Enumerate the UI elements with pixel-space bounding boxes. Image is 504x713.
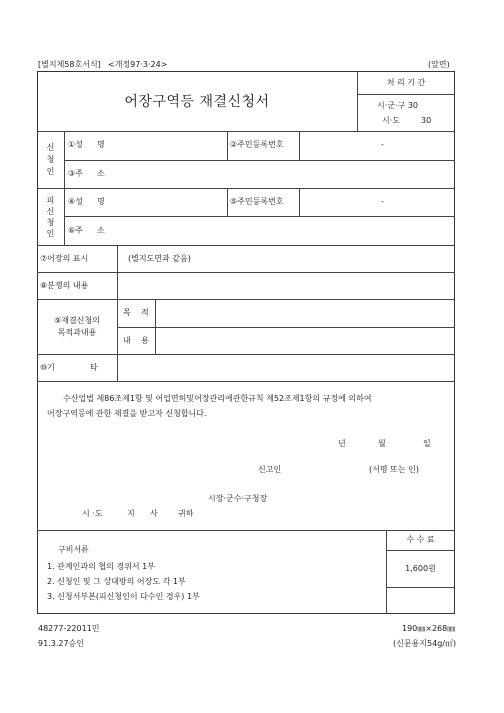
approval-date: 91.3.27승인 [38, 639, 84, 648]
revision-note: <개정97·3·24> [108, 60, 168, 69]
fee-label-cell [386, 530, 455, 550]
processing-period-label: 처 리 기 간 [386, 77, 426, 87]
purpose-label: ⑨재결신청의 목적과내용 [54, 315, 100, 337]
processing-province-days: 30 [421, 116, 432, 125]
form-title: 어장구역등 재결신청서 [124, 94, 270, 110]
applicant-id-field[interactable]: - [381, 140, 384, 149]
fee-amount-cell [386, 550, 455, 587]
paper-type: (신문용지54g/㎡) [393, 639, 457, 648]
fee-label: 수 수 료 [406, 535, 435, 544]
documents-title: 구비서류 [58, 545, 89, 554]
document-item-3: 3. 신청서부본(피신청인이 다수인 경우) 1부 [47, 592, 200, 601]
paper-size: 190㎜×268㎜ [402, 624, 456, 633]
respondent-name-label: ④성 [68, 197, 83, 206]
addressee-honorific: 귀하 [178, 509, 194, 518]
form-code: 48277-22011민 [38, 624, 100, 633]
other-field[interactable] [120, 357, 450, 379]
recipient-governor: 시 ·도 [82, 509, 103, 518]
dispute-label: ⑧분쟁의 내용 [40, 281, 89, 290]
fee-amount: 1,600원 [405, 563, 436, 573]
dispute-field[interactable] [120, 275, 450, 297]
applicant-name-field[interactable] [118, 134, 223, 156]
document-item-1: 1. 관계인과의 협의 경위서 1부 [47, 562, 155, 571]
respondent-address-label: ⑥주 [68, 226, 83, 235]
applicant-address-field[interactable] [118, 163, 448, 185]
respondent-address-field[interactable] [118, 220, 448, 242]
applicant-id-label: ②주민등록번호 [230, 140, 284, 149]
respondent-id-label: ⑤주민등록번호 [230, 197, 284, 206]
applicant-section-label: 신 청 인 [46, 142, 55, 176]
applicant-name-label: ①성 [68, 140, 83, 149]
document-item-2: 2. 신청인 및 그 상대방의 어장도 각 1부 [47, 577, 186, 586]
processing-province-label: 시·도 [382, 116, 400, 125]
purpose-field[interactable] [158, 302, 450, 324]
title-cell [37, 71, 357, 131]
signer-label: 신고인 [258, 465, 282, 474]
applicant-address-label: ③주 [68, 169, 83, 178]
respondent-name-field[interactable] [118, 191, 223, 213]
content-field[interactable] [158, 330, 450, 352]
respondent-section-label: 피 신 청 인 [46, 195, 55, 238]
processing-label-cell [357, 71, 455, 94]
processing-city-days: 시·군·구 30 [377, 101, 418, 110]
form-number: [별지제58호서식] [38, 60, 101, 69]
statement-line-1: 수산업법 제86조제1항 및 어업면허및어장관리에관한규칙 제52조제1항의 규정에 의하여 [63, 394, 372, 403]
other-label: ⑩기 [40, 363, 55, 372]
area-label: ⑦어장의 표시 [40, 254, 89, 263]
signature-field[interactable]: (서명 또는 인) [369, 465, 419, 474]
area-value[interactable]: (별지도면과 같음) [128, 254, 191, 263]
date-month-label: 월 [378, 439, 386, 448]
statement-line-2: 어장구역등에 관한 재결을 받고자 신청합니다. [47, 409, 207, 418]
recipient-mayor: 시장·군수·구청장 [208, 494, 268, 503]
date-year-label: 년 [338, 439, 346, 448]
date-day-label: 일 [423, 439, 431, 448]
content-sub-label: 내 [123, 336, 131, 345]
respondent-id-field[interactable]: - [381, 197, 384, 206]
purpose-sub-label: 목 [123, 308, 131, 317]
page-side: (앞면) [428, 60, 450, 69]
